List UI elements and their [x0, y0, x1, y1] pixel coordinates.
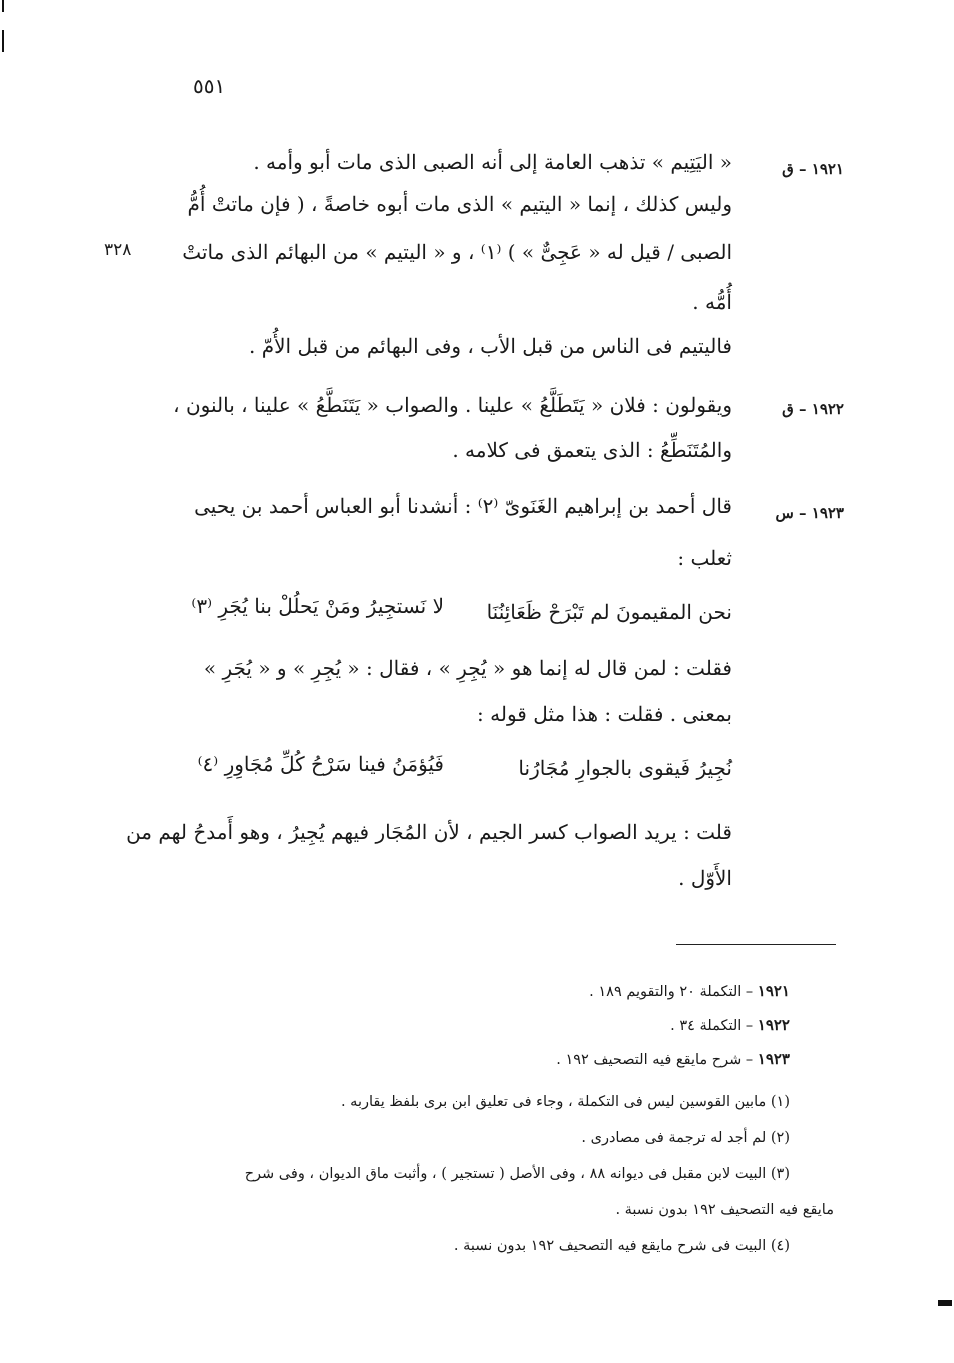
source-footnote-text: – التكملة ٣٤ . [670, 1018, 754, 1034]
entry-label: ١٩٢١ – ق [782, 160, 844, 178]
entry-line: ويقولون : فلان « يَتَطَلَّعُ » علينا . والصواب « يَتَنَطَّعُ » علينا ، بالنون ، [173, 393, 732, 417]
verse-first-hemistich: نُجِيرُ فَيقوى بالجوارِ مُجَارُنا [518, 756, 732, 780]
footnote-separator [676, 944, 836, 945]
source-footnote [556, 1050, 790, 1068]
footnote: مايقع فيه التصحيف ١٩٢ بدون نسبة . [615, 1202, 834, 1218]
entry-line: فقلت : لمن قال له إنما هو « يُجِرِ » ، فقال : « يُجِرِ » و « يُجَرِ » [203, 656, 732, 680]
margin-page-ref: ٣٢٨ [104, 240, 132, 260]
page-edge-mark [2, 0, 4, 12]
footnote: (١) مابين القوسين ليس فى التكملة ، وجاء فى تعليق ابن برى بلفظ يقاربه . [340, 1094, 790, 1110]
verse-second-hemistich: لا نَستجِيرُ ومَنْ يَحلُلْ بنا يُجَرِ ⁽٣⁾ [191, 594, 444, 618]
verse-first-hemistich: نحن المقيمونَ لم تَبْرَحْ ظَعَائِنُنَا [486, 600, 732, 624]
page-number: ٥٥١ [193, 74, 226, 98]
footnote: (٣) البيت لابن مقبل فى ديوانه ٨٨ ، وفى الأصل ( تستجير ) ، وأثبت ماق الديوان ، وفى شرح [244, 1166, 790, 1182]
entry-line: ثعلب : [677, 546, 732, 570]
entry-line: بمعنى . فقلت : هذا مثل قوله : [477, 702, 732, 726]
entry-line: أُمُّه . [692, 290, 732, 314]
entry-line: قال أحمد بن إبراهيم الغَنَوىّ ⁽٢⁾ : أنشدنا أبو العباس أحمد بن يحيى [194, 494, 732, 518]
entry-line: وليس كذلك ، إنما « اليتيم » الذى مات أبوه خاصةً ، ( فإن ماتتْ أُمُّ [187, 192, 732, 216]
footnote: (٢) لم أجد له ترجمة فى مصادرى . [581, 1130, 790, 1146]
page-edge-mark [2, 30, 4, 52]
source-footnote-text: – التكملة ٢٠ والتقويم ١٨٩ . [589, 984, 754, 1000]
footnote: (٤) البيت فى شرح مايقع فيه التصحيف ١٩٢ بدون نسبة . [453, 1238, 790, 1254]
source-footnote-number: ١٩٢٢ [757, 1016, 790, 1034]
source-footnote [670, 1016, 790, 1034]
entry-line: والمُتَنَطِّعُ : الذى يتعمق فى كلامه . [452, 438, 732, 462]
entry-label: ١٩٢٢ – ق [782, 400, 844, 418]
entry-line: الأَوّل . [678, 866, 732, 890]
entry-line: الصبى / قيل له « عَجِىٌّ » ) ⁽١⁾ ، و « اليتيم » من البهائم الذى ماتتْ [182, 240, 732, 264]
entry-line: فاليتيم فى الناس من قبل الأب ، وفى البهائم من قبل الأُمّ . [249, 334, 732, 358]
page-edge-mark [938, 1300, 952, 1306]
source-footnote-number: ١٩٢٣ [757, 1050, 790, 1068]
source-footnote-number: ١٩٢١ [757, 982, 790, 1000]
entry-line: قلت : يريد الصواب كسر الجيم ، لأن المُجَار فيهم يُجِيرُ ، وهو أَمدحُ لهم من [126, 820, 732, 844]
entry-line: « اليَتِيم » تذهب العامة إلى أنه الصبى الذى مات أبو وأمه . [253, 150, 732, 174]
entry-label: ١٩٢٣ – س [775, 504, 844, 522]
verse-second-hemistich: فَيُؤمَنُ فينا سَرْحُ كُلِّ مُجَاوِرِ ⁽٤⁾ [197, 752, 444, 776]
source-footnote [589, 982, 790, 1000]
source-footnote-text: – شرح مايقع فيه التصحيف ١٩٢ . [556, 1052, 754, 1068]
